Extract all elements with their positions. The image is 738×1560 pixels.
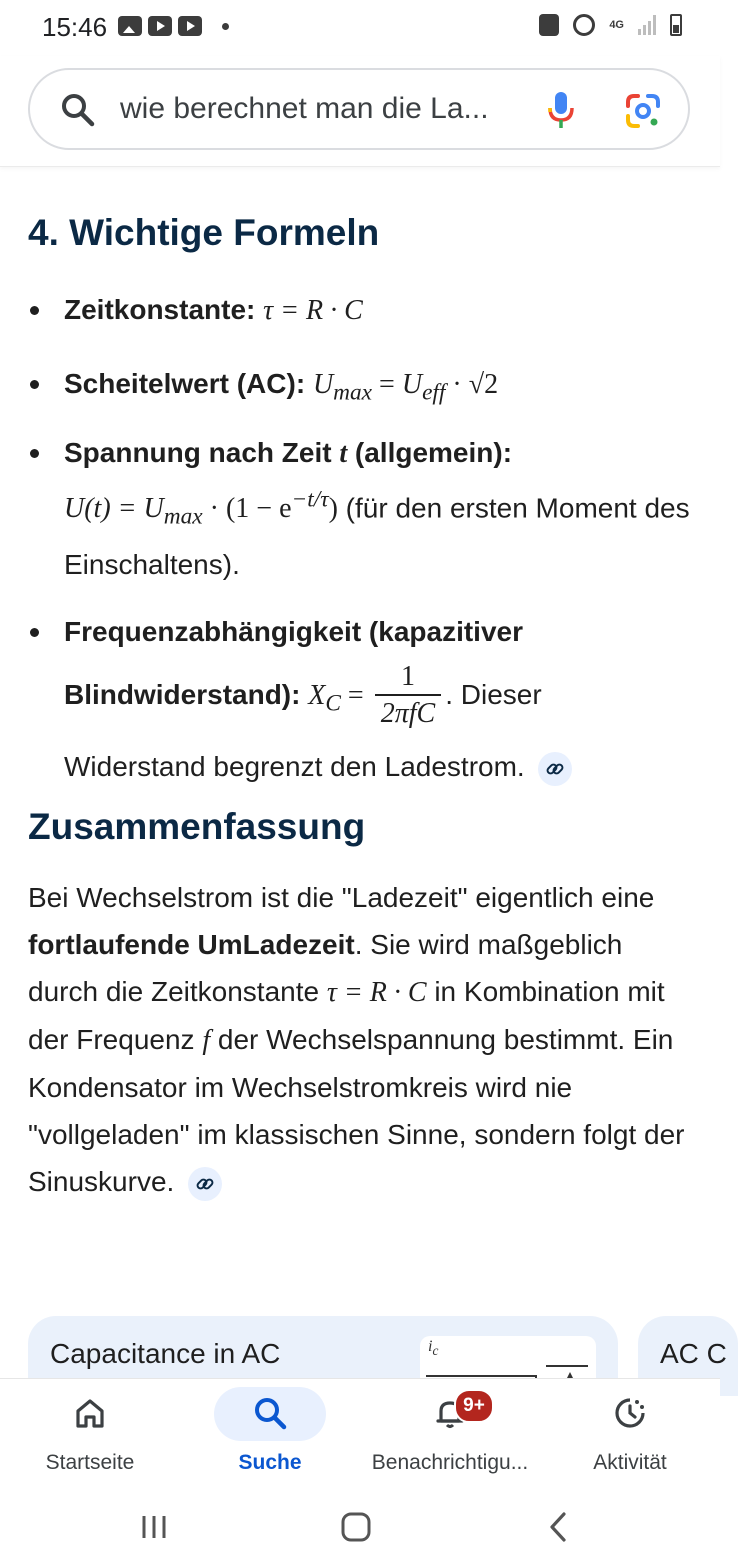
gallery-icon — [118, 16, 142, 36]
formula-label: Zeitkonstante: — [64, 294, 256, 325]
youtube-icon — [178, 16, 202, 36]
formula-math: $U_{max} = U_{eff} \cdot √2$ — [312, 369, 499, 406]
formula-line: Blindwiderstand): $X_C$ = $\frac{1}{\text{2πfC}}$ . Dieser — [64, 655, 692, 744]
security-icon — [539, 14, 559, 36]
search-input[interactable] — [28, 68, 690, 150]
activity-icon — [612, 1395, 648, 1436]
nav-label: Suche — [238, 1451, 302, 1474]
nav-benachrichtigungen[interactable] — [360, 1379, 540, 1495]
card-title: AC C — [660, 1338, 727, 1369]
back-button[interactable] — [528, 1502, 588, 1552]
link-icon — [196, 1175, 214, 1193]
list-item — [28, 429, 692, 588]
youtube-icon — [148, 16, 172, 36]
nav-label: Startseite — [45, 1451, 135, 1474]
formula-label: Frequenzabhängigkeit (kapazitiver — [64, 615, 523, 647]
list-item — [28, 608, 692, 791]
list-item — [28, 360, 692, 417]
notification-badge: 9+ — [454, 1389, 494, 1423]
battery-icon — [670, 14, 682, 36]
fraction: $\frac{1}{\text{2πfC}}$ — [375, 660, 441, 732]
formula-math: $U(t) = U_{max} \cdot (1 - e^{-t/\tau})$ — [64, 486, 338, 530]
heading-formulas: 4. Wichtige Formeln — [28, 212, 380, 253]
status-bar — [0, 0, 720, 56]
card-title: Capacitance in AC — [50, 1338, 281, 1369]
status-icons-left — [118, 16, 229, 36]
link-icon — [546, 760, 564, 778]
heading-summary: Zusammenfassung — [28, 806, 366, 847]
source-link-button[interactable] — [188, 1167, 222, 1201]
google-lens-icon[interactable] — [624, 92, 662, 135]
thumb-label: $i_c$ — [428, 1338, 439, 1359]
system-navigation — [0, 1494, 720, 1560]
search-icon — [252, 1395, 288, 1436]
home-button[interactable] — [326, 1502, 386, 1552]
dot-icon — [222, 23, 229, 30]
nav-startseite[interactable] — [0, 1379, 180, 1495]
bottom-navigation — [0, 1378, 720, 1495]
home-icon — [72, 1395, 108, 1436]
formula-label: Spannung nach Zeit t (allgemein): — [64, 436, 513, 469]
summary-paragraph: Bei Wechselstrom ist die "Ladezeit" eigentlich eine fortlaufende UmLadezeit. Sie wird maßgeblich durch die Zeitkonstante τ = R · C in Kombination mit der Frequenz f der Wechselspannung bestimmt. Ein Kondensator im Wechselstromkreis wird nie "vollgeladen" im klassischen Sinne, sondern folgt der Sinuskurve. — [28, 874, 692, 1205]
network-4g-icon: 4G — [609, 19, 624, 31]
recent-apps-button[interactable] — [124, 1502, 184, 1552]
formula-math: $X_C$ = — [308, 679, 371, 717]
search-icon — [60, 92, 96, 133]
search-query[interactable]: wie berechnet man die La... — [120, 92, 489, 125]
formula-list — [28, 286, 692, 790]
formula-text: (für den ersten Moment des Einschaltens). — [64, 491, 690, 580]
formula-text: Widerstand begrenzt den Ladestrom. — [64, 751, 525, 783]
nav-aktivitaet[interactable] — [540, 1379, 720, 1495]
microphone-icon[interactable] — [546, 90, 576, 135]
signal-icon — [638, 15, 656, 35]
formula-label: Scheitelwert (AC): — [64, 368, 306, 399]
alarm-icon — [573, 14, 595, 36]
search-header — [0, 56, 720, 167]
nav-label: Aktivität — [593, 1451, 667, 1474]
nav-suche[interactable] — [180, 1379, 360, 1495]
status-time: 15:46 — [42, 12, 108, 42]
formula-math: τ = R · C — [263, 295, 363, 326]
nav-label: Benachrichtigu... — [371, 1451, 529, 1474]
list-item — [28, 286, 692, 334]
source-link-button[interactable] — [538, 752, 572, 786]
status-icons-right — [539, 14, 682, 36]
